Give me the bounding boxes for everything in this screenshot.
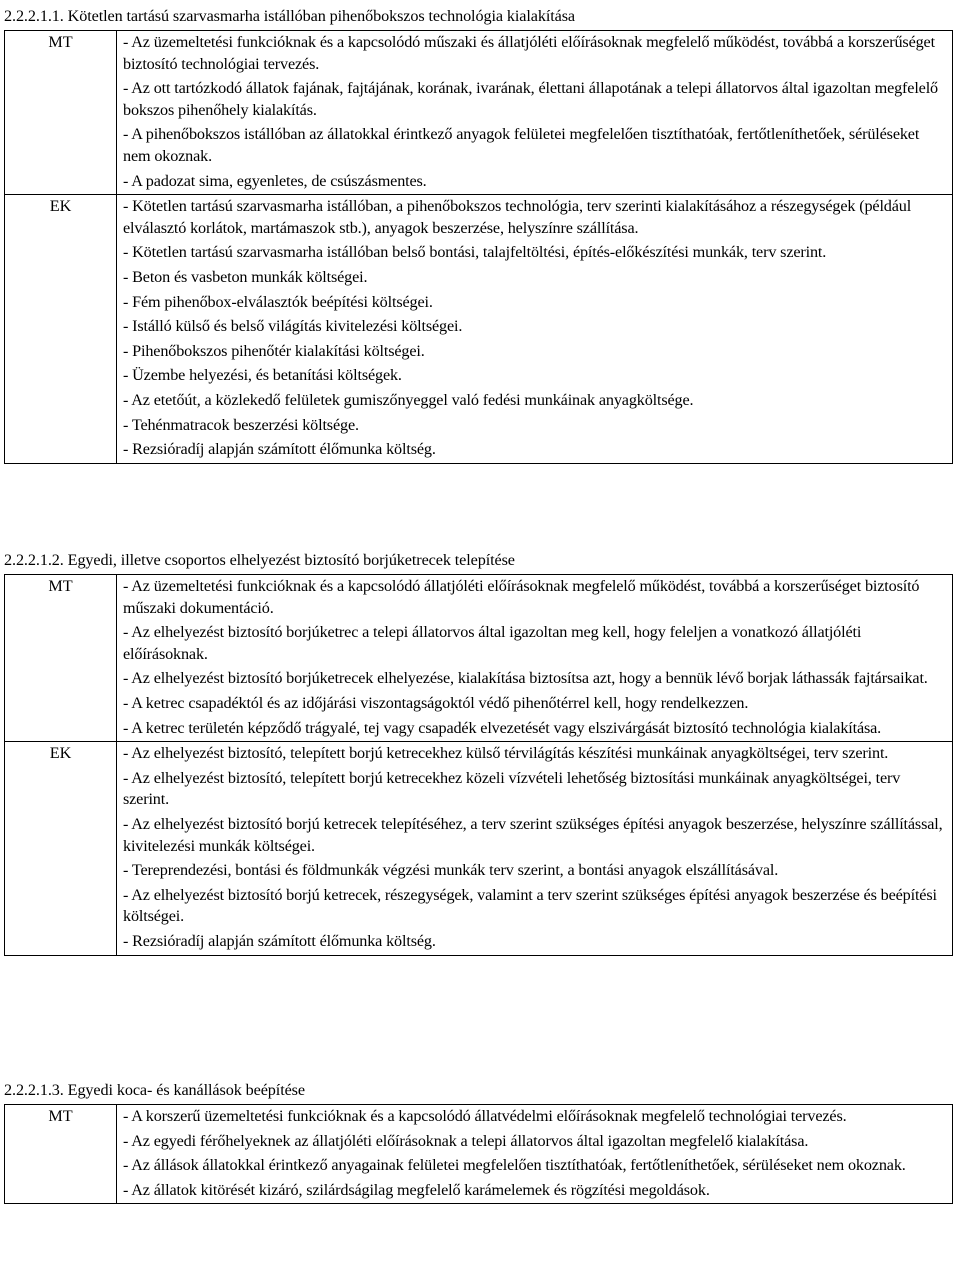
table-row-mt [5,1105,953,1204]
row-label-cell [5,31,117,195]
requirements-table-1 [4,30,953,464]
row-label-mt: MT [48,577,73,595]
list-item: - Üzembe helyezési, és betanítási költségek. [123,366,402,385]
row-content-cell [117,195,953,464]
row-label-cell [5,742,117,955]
list-item: - Az elhelyezést biztosító borjú ketrecek telepítéséhez, a terv szerint szükséges építési anyagok beszerzése, helyszínre szállítással, kivitelezési munkák költségei. [123,814,943,855]
list-item: - A ketrec területén képződő trágyalé, tej vagy csapadék elvezetését vagy elszivárgását biztosító technológia kialakítása. [123,718,882,737]
list-item: - A padozat sima, egyenletes, de csúszásmentes. [123,171,427,190]
requirements-table-3 [4,1104,953,1204]
list-item: - Fém pihenőbox-elválasztók beépítési költségei. [123,292,433,311]
list-item: - Az elhelyezést biztosító, telepített borjú ketrecekhez közeli vízvételi lehetőség biztosítási munkáinak anyagköltségei, terv szerint. [123,768,901,809]
row-label-cell [5,1105,117,1204]
list-item: - Az etetőút, a közlekedő felületek gumiszőnyeggel való fedési munkáinak anyagköltsége. [123,390,694,409]
section-heading-2: 2.2.2.1.2. Egyedi, illetve csoportos elhelyezést biztosító borjúketrecek telepítése [4,551,515,569]
row-label-ek: EK [49,744,72,763]
list-item: - Pihenőbokszos pihenőtér kialakítási költségei. [123,341,425,360]
list-item: - Rezsióradíj alapján számított élőmunka költség. [123,440,436,459]
row-content-cell [117,31,953,195]
section-heading-1: 2.2.2.1.1. Kötetlen tartású szarvasmarha istállóban pihenőbokszos technológia kialakítása [4,7,575,25]
table-row-mt [5,31,953,195]
table-row-ek [5,195,953,464]
list-item: - Az elhelyezést biztosító borjú ketrecek, részegységek, valamint a terv szerint szükséges építési anyagok beszerzése és beépítési költségei. [123,885,937,926]
list-item: - Tehénmatracok beszerzési költsége. [123,415,359,434]
list-item: - A pihenőbokszos istállóban az állatokkal érintkező anyagok felületei megfelelően tisztíthatóak, fertőtleníthetőek, sérüléseket nem okoznak. [123,125,920,165]
row-content-cell [117,1105,953,1204]
row-content-cell [117,742,953,955]
list-item: - Az egyedi férőhelyeknek az állatjóléti előírásoknak a telepi állatorvos által igazoltan megfelelő kialakítása. [123,1131,809,1150]
row-label-cell [5,195,117,464]
list-item: - A korszerű üzemeltetési funkcióknak és a kapcsolódó állatvédelmi előírásoknak megfelelő technológiai tervezés. [123,1107,847,1125]
list-item: - Az üzemeltetési funkcióknak és a kapcsolódó műszaki és állatjóléti előírásoknak megfelelő működést, továbbá a korszerűséget biztosító technológiai tervezés. [123,33,935,73]
row-label-ek: EK [49,197,72,216]
table-row-ek [5,742,953,955]
list-item: - Istálló külső és belső világítás kivitelezési költségei. [123,317,463,336]
list-item: - Kötetlen tartású szarvasmarha istállóban, a pihenőbokszos technológia, terv szerinti kialakításához a részegységek (például elválasztó korlátok, martámaszok stb.), anyagok beszerzése, helyszínre szállítása. [123,197,912,237]
list-item: - Az üzemeltetési funkcióknak és a kapcsolódó állatjóléti előírásoknak megfelelő működést, továbbá a korszerűséget biztosító műszaki dokumentáció. [123,577,920,617]
list-item: - Az állatok kitörését kizáró, szilárdságilag megfelelő karámelemek és rögzítési megoldások. [123,1180,710,1199]
list-item: - Az állások állatokkal érintkező anyagainak felületei megfelelően tisztíthatóak, fertőtleníthetőek, sérüléseket nem okoznak. [123,1156,906,1175]
requirements-table-2 [4,574,953,956]
row-label-mt: MT [48,1107,73,1125]
row-label-cell [5,575,117,742]
list-item: - Az ott tartózkodó állatok fajának, fajtájának, korának, ivarának, élettani állapotának a telepi állatorvos által igazoltan megfelelő bokszos pihenőhely kialakítás. [123,79,938,119]
list-item: - Kötetlen tartású szarvasmarha istállóban belső bontási, talajfeltöltési, építés-előkészítési munkák, terv szerint. [123,243,827,262]
list-item: - Beton és vasbeton munkák költségei. [123,267,368,286]
section-heading-3: 2.2.2.1.3. Egyedi koca- és kanállások beépítése [4,1081,305,1099]
list-item: - Az elhelyezést biztosító borjúketrec a telepi állatorvos által igazoltan meg kell, hogy feleljen a vonatkozó állatjóléti előírásoknak. [123,623,862,663]
list-item: - A ketrec csapadéktól és az időjárási viszontagságoktól védő pihenőtérrel kell, hogy rendelkezzen. [123,693,749,712]
list-item: - Tereprendezési, bontási és földmunkák végzési munkák terv szerint, a bontási anyagok elszállításával. [123,861,779,880]
row-label-mt: MT [48,33,73,51]
table-row-mt [5,575,953,742]
list-item: - Az elhelyezést biztosító borjúketrecek elhelyezése, kialakítása biztosítsa azt, hogy a bennük lévő borjak láthassák fajtársaikat. [123,669,928,688]
row-content-cell [117,575,953,742]
list-item: - Rezsióradíj alapján számított élőmunka költség. [123,931,436,950]
list-item: - Az elhelyezést biztosító, telepített borjú ketrecekhez külső térvilágítás készítési munkáinak anyagköltségei, terv szerint. [123,744,889,763]
